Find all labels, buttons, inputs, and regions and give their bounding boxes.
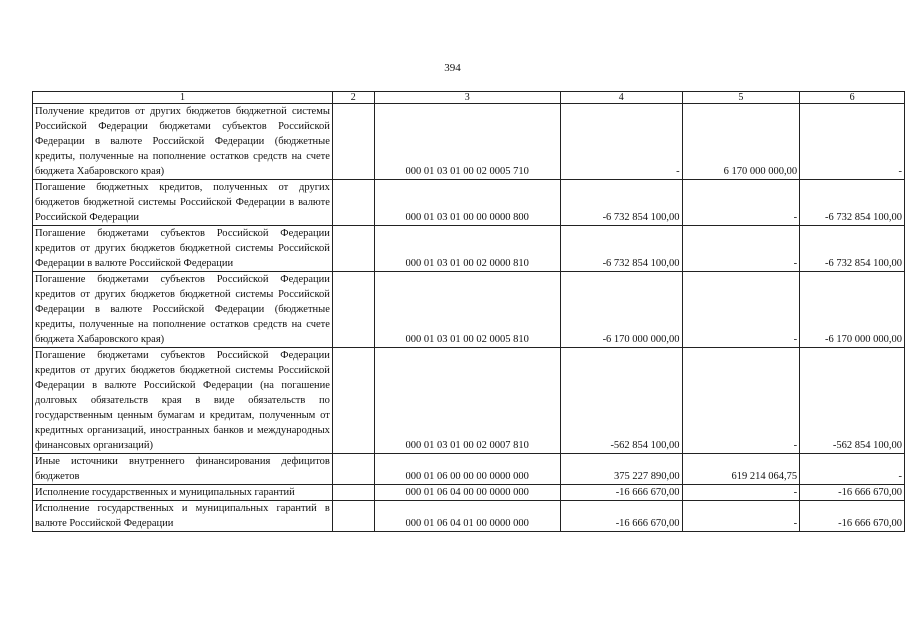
table-row: [33, 501, 905, 532]
row-col2: [332, 180, 374, 226]
row-name: Погашение бюджетами субъектов Российской Федерации кредитов от других бюджетов бюджетной системы Российской Федерации в валюте Российской Федерации (бюджетные кредиты, полученные на пополнение остатков средств на счете бюджета Хабаровского края): [33, 272, 333, 348]
column-header: 3: [374, 92, 560, 104]
row-name: Получение кредитов от других бюджетов бюджетной системы Российской Федерации бюджетами субъектов Российской Федерации в валюте Российской Федерации (бюджетные кредиты, полученные на пополнение остатков средств на счете бюджета Хабаровского края): [33, 104, 333, 180]
row-col6: -6 170 000 000,00: [800, 272, 905, 348]
row-col2: [332, 454, 374, 485]
table-row: [33, 104, 905, 180]
row-code: 000 01 03 01 00 00 0000 800: [374, 180, 560, 226]
row-col4: -16 666 670,00: [560, 501, 682, 532]
column-header: 1: [33, 92, 333, 104]
row-code: 000 01 03 01 00 02 0000 810: [374, 226, 560, 272]
row-col6: -: [800, 104, 905, 180]
row-code: 000 01 03 01 00 02 0005 810: [374, 272, 560, 348]
row-col4: -6 170 000 000,00: [560, 272, 682, 348]
row-col5: -: [682, 180, 800, 226]
row-col2: [332, 348, 374, 454]
row-col5: 619 214 064,75: [682, 454, 800, 485]
row-col5: 6 170 000 000,00: [682, 104, 800, 180]
row-col2: [332, 104, 374, 180]
row-col5: -: [682, 348, 800, 454]
row-col6: -: [800, 454, 905, 485]
row-col5: -: [682, 501, 800, 532]
row-col4: -16 666 670,00: [560, 485, 682, 501]
table-row: [33, 180, 905, 226]
row-col6: -562 854 100,00: [800, 348, 905, 454]
row-col6: -6 732 854 100,00: [800, 226, 905, 272]
row-col2: [332, 485, 374, 501]
column-header: 6: [800, 92, 905, 104]
table-row: [33, 272, 905, 348]
row-col4: -6 732 854 100,00: [560, 226, 682, 272]
row-code: 000 01 06 04 01 00 0000 000: [374, 501, 560, 532]
row-col6: -16 666 670,00: [800, 485, 905, 501]
row-col2: [332, 501, 374, 532]
table-row: [33, 485, 905, 501]
page-number: 394: [444, 62, 461, 74]
row-col2: [332, 272, 374, 348]
row-col6: -6 732 854 100,00: [800, 180, 905, 226]
row-col4: -562 854 100,00: [560, 348, 682, 454]
row-code: 000 01 06 00 00 00 0000 000: [374, 454, 560, 485]
row-col5: -: [682, 485, 800, 501]
row-name: Погашение бюджетами субъектов Российской Федерации кредитов от других бюджетов бюджетной системы Российской Федерации в валюте Российской Федерации (на погашение долговых обязательств края в виде обязательств по государственным ценным бумагам и кредитам, полученным от кредитных организаций, иностранных банков и международных финансовых организаций): [33, 348, 333, 454]
header-row: [33, 92, 905, 104]
row-code: 000 01 03 01 00 02 0007 810: [374, 348, 560, 454]
row-code: 000 01 06 04 00 00 0000 000: [374, 485, 560, 501]
row-code: 000 01 03 01 00 02 0005 710: [374, 104, 560, 180]
row-name: Исполнение государственных и муниципальных гарантий: [33, 485, 333, 501]
column-header: 2: [332, 92, 374, 104]
row-col5: -: [682, 226, 800, 272]
table-row: [33, 454, 905, 485]
table-row: [33, 226, 905, 272]
row-col6: -16 666 670,00: [800, 501, 905, 532]
row-col4: 375 227 890,00: [560, 454, 682, 485]
row-name: Исполнение государственных и муниципальных гарантий в валюте Российской Федерации: [33, 501, 333, 532]
table-row: [33, 348, 905, 454]
budget-sources-table: [32, 91, 905, 532]
row-col5: -: [682, 272, 800, 348]
row-col2: [332, 226, 374, 272]
column-header: 4: [560, 92, 682, 104]
row-name: Погашение бюджетных кредитов, полученных от других бюджетов бюджетной системы Российской Федерации в валюте Российской Федерации: [33, 180, 333, 226]
row-name: Иные источники внутреннего финансирования дефицитов бюджетов: [33, 454, 333, 485]
row-name: Погашение бюджетами субъектов Российской Федерации кредитов от других бюджетов бюджетной системы Российской Федерации в валюте Российской Федерации: [33, 226, 333, 272]
row-col4: -: [560, 104, 682, 180]
column-header: 5: [682, 92, 800, 104]
row-col4: -6 732 854 100,00: [560, 180, 682, 226]
